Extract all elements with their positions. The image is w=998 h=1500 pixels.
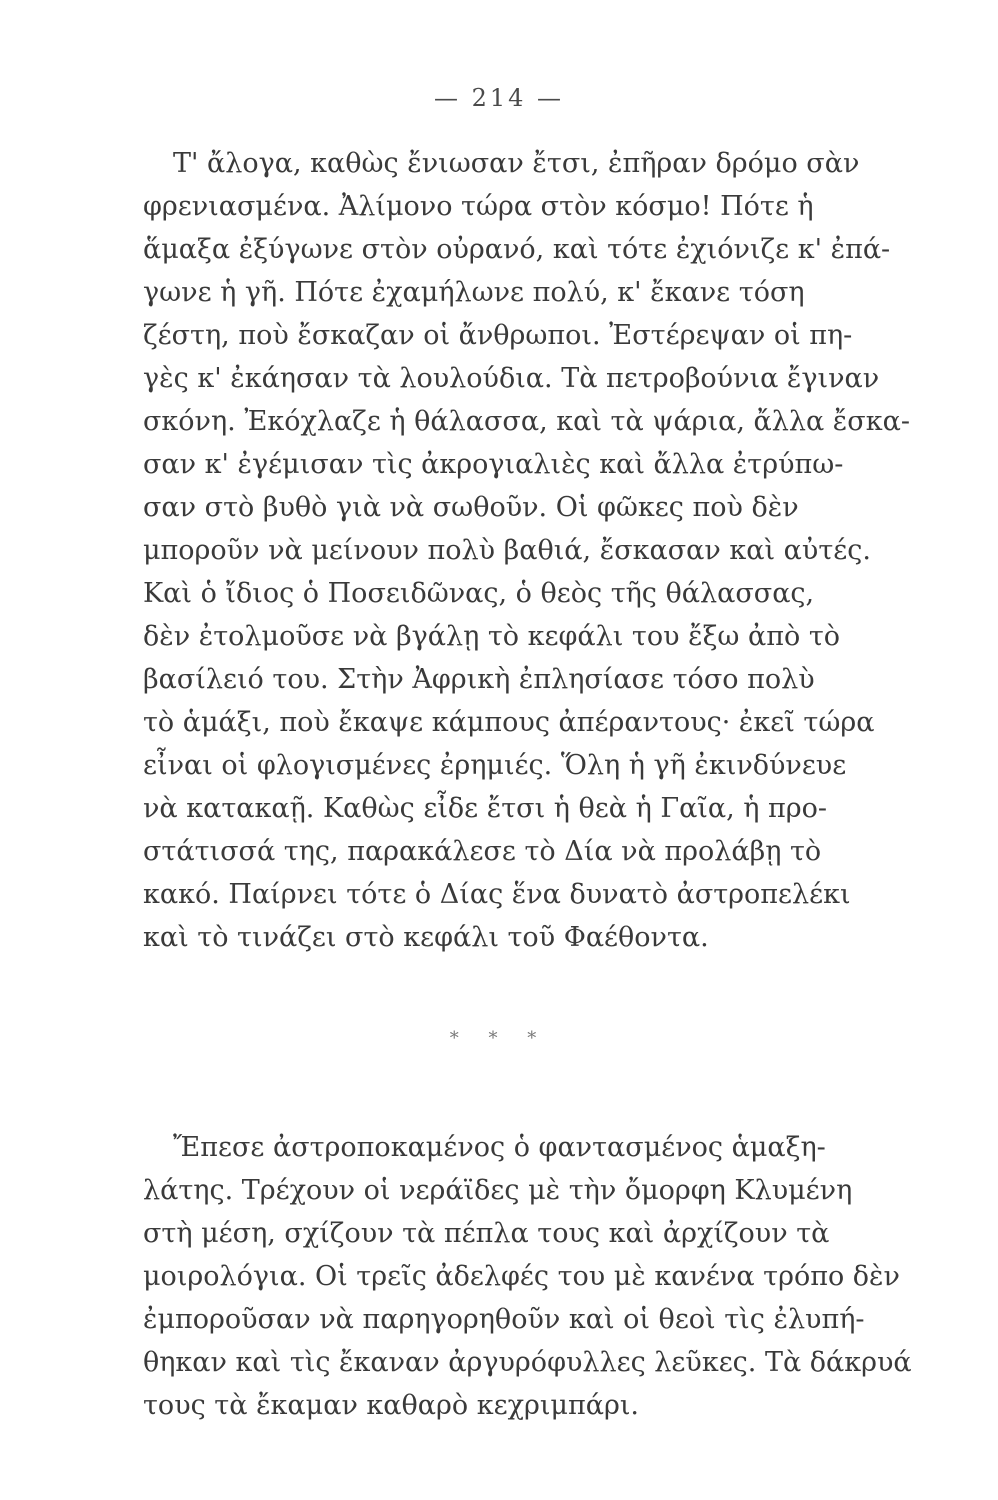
- text-line: τους τὰ ἔκαμαν καθαρὸ κεχριμπάρι.: [143, 1390, 639, 1421]
- text-line: δὲν ἐτολμοῦσε νὰ βγάλῃ τὸ κεφάλι του ἔξω ἀπὸ τὸ: [143, 621, 841, 652]
- section-divider: * * *: [449, 1028, 549, 1049]
- text-line: σαν στὸ βυθὸ γιὰ νὰ σωθοῦν. Οἱ φῶκες ποὺ δὲν: [143, 492, 799, 523]
- text-line: θηκαν καὶ τὶς ἔκαναν ἀργυρόφυλλες λεῦκες. Τὰ δάκρυά: [143, 1347, 912, 1378]
- text-line: βασίλειό του. Στὴν Ἀφρικὴ ἐπλησίασε τόσο πολὺ: [143, 664, 815, 695]
- page-number: — 214 —: [433, 84, 565, 112]
- text-line: εἶναι οἱ φλογισμένες ἐρημιές. Ὅλη ἡ γῆ ἐκινδύνευε: [143, 750, 847, 781]
- text-line: τὸ ἁμάξι, ποὺ ἔκαψε κάμπους ἀπέραντους· ἐκεῖ τώρα: [143, 707, 875, 738]
- text-line: γωνε ἡ γῆ. Πότε ἐχαμήλωνε πολύ, κ' ἔκανε τόση: [143, 277, 805, 308]
- text-line: σαν κ' ἐγέμισαν τὶς ἀκρογιαλιὲς καὶ ἄλλα ἐτρύπω-: [143, 449, 844, 480]
- paragraph-2: [143, 1126, 935, 1427]
- paragraph-1: [143, 142, 935, 959]
- text-line: μοιρολόγια. Οἱ τρεῖς ἀδελφές του μὲ κανένα τρόπο δὲν: [143, 1261, 900, 1292]
- text-line: ζέστη, ποὺ ἔσκαζαν οἱ ἄνθρωποι. Ἐστέρεψαν οἱ πη-: [143, 320, 853, 351]
- text-line: Τ' ἄλογα, καθὼς ἔνιωσαν ἔτσι, ἐπῆραν δρόμο σὰν: [173, 148, 860, 179]
- text-line: ἅμαξα ἐξύγωνε στὸν οὐρανό, καὶ τότε ἐχιόνιζε κ' ἐπά-: [143, 234, 891, 265]
- text-line: Καὶ ὁ ἴδιος ὁ Ποσειδῶνας, ὁ θεὸς τῆς θάλασσας,: [143, 578, 815, 609]
- text-line: στάτισσά της, παρακάλεσε τὸ Δία νὰ προλάβῃ τὸ: [143, 836, 822, 867]
- text-line: σκόνη. Ἐκόχλαζε ἡ θάλασσα, καὶ τὰ ψάρια, ἄλλα ἔσκα-: [143, 406, 910, 437]
- text-line: μποροῦν νὰ μείνουν πολὺ βαθιά, ἔσκασαν καὶ αὐτές.: [143, 535, 871, 566]
- text-line: στὴ μέση, σχίζουν τὰ πέπλα τους καὶ ἀρχίζουν τὰ: [143, 1218, 830, 1249]
- text-line: νὰ κατακαῇ. Καθὼς εἶδε ἔτσι ἡ θεὰ ἡ Γαῖα, ἡ προ-: [143, 793, 828, 824]
- text-line: καὶ τὸ τινάζει στὸ κεφάλι τοῦ Φαέθοντα.: [143, 922, 709, 953]
- text-line: φρενιασμένα. Ἀλίμονο τώρα στὸν κόσμο! Πότε ἡ: [143, 191, 814, 222]
- text-line: κακό. Παίρνει τότε ὁ Δίας ἕνα δυνατὸ ἀστροπελέκι: [143, 879, 851, 910]
- text-line: γὲς κ' ἐκάησαν τὰ λουλούδια. Τὰ πετροβούνια ἔγιναν: [143, 363, 880, 394]
- text-line: Ἔπεσε ἀστροποκαμένος ὁ φαντασμένος ἁμαξη-: [173, 1132, 826, 1163]
- text-line: ἐμποροῦσαν νὰ παρηγορηθοῦν καὶ οἱ θεοὶ τὶς ἐλυπή-: [143, 1304, 865, 1335]
- text-line: λάτης. Τρέχουν οἱ νεράϊδες μὲ τὴν ὄμορφη Κλυμένη: [143, 1175, 853, 1206]
